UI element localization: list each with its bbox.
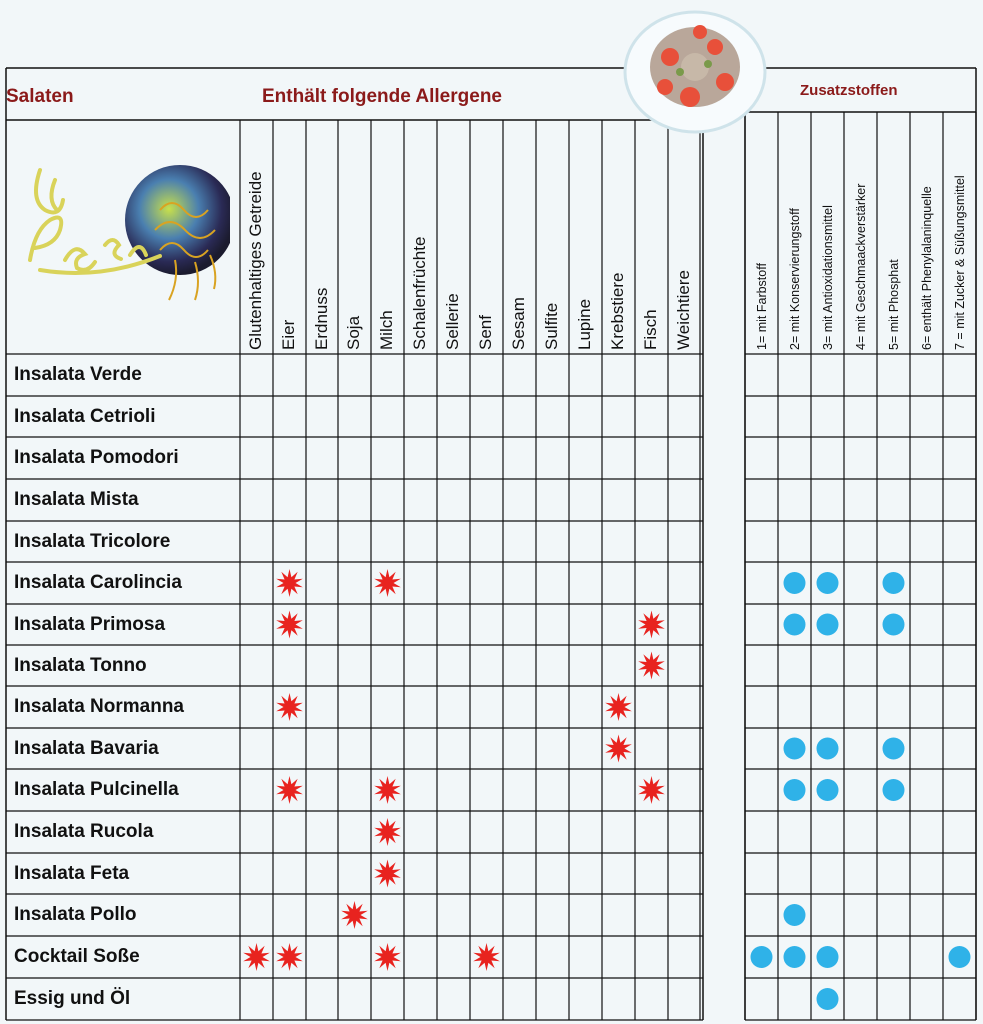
additive-marker-icon (883, 738, 905, 760)
dish-name: Insalata Pomodori (14, 447, 179, 468)
allergen-header-11: Lupine (575, 298, 594, 350)
allergen-header-7: Sellerie (443, 293, 462, 350)
allergen-header-3: Erdnuss (312, 287, 331, 350)
allergen-header-12: Krebstiere (608, 272, 627, 350)
allergen-marker-icon (276, 943, 303, 971)
additive-header-2: 2= mit Konservierungstoff (788, 208, 802, 350)
dish-name: Insalata Feta (14, 862, 130, 884)
allergen-marker-icon (374, 569, 401, 597)
allergen-header-14: Weichtiere (674, 270, 693, 350)
additive-header-6: 6= enthält Phenylalaninquelle (920, 186, 934, 350)
additive-marker-icon (817, 572, 839, 594)
additive-marker-icon (817, 946, 839, 968)
additive-marker-icon (751, 946, 773, 968)
additive-header-4: 4= mit Geschmaackverstärker (854, 183, 868, 350)
dish-name: Insalata Rucola (14, 821, 154, 842)
dish-name: Insalata Primosa (14, 613, 166, 635)
allergen-marker-icon (374, 818, 401, 846)
logo (10, 150, 230, 315)
additive-header-3: 3= mit Antioxidationsmittel (821, 205, 835, 350)
dish-name: Insalata Tonno (14, 654, 147, 676)
allergens-title: Enthält folgende Allergene (262, 86, 502, 107)
dish-name: Insalata Bavaria (14, 737, 159, 759)
dish-name: Insalata Mista (14, 489, 139, 510)
allergen-header-2: Eier (279, 319, 298, 350)
additive-marker-icon (883, 614, 905, 636)
allergen-marker-icon (341, 901, 368, 929)
additive-marker-icon (784, 614, 806, 636)
allergen-marker-icon (605, 693, 632, 721)
allergen-marker-icon (473, 943, 500, 971)
dish-name: Insalata Pollo (14, 904, 137, 925)
dish-name: Insalata Pulcinella (14, 779, 179, 800)
allergen-header-8: Senf (476, 315, 495, 350)
allergen-marker-icon (276, 776, 303, 804)
allergen-header-5: Milch (377, 310, 396, 350)
additive-marker-icon (784, 946, 806, 968)
allergen-marker-icon (276, 611, 303, 639)
allergen-marker-icon (276, 693, 303, 721)
additives-title: Zusatzstoffen (800, 82, 898, 99)
allergen-header-6: Schalenfrüchte (410, 236, 429, 350)
allergen-marker-icon (374, 943, 401, 971)
food-plate-image (620, 2, 770, 142)
additive-marker-icon (784, 904, 806, 926)
allergen-header-1: Glutenhaltiges Getreide (246, 171, 265, 350)
allergen-header-9: Sesam (509, 297, 528, 350)
additive-marker-icon (817, 614, 839, 636)
additive-marker-icon (784, 738, 806, 760)
allergen-marker-icon (276, 569, 303, 597)
additive-marker-icon (784, 779, 806, 801)
allergen-marker-icon (243, 943, 270, 971)
additive-marker-icon (949, 946, 971, 968)
dish-name: Essig und Öl (14, 988, 131, 1009)
allergen-marker-icon (374, 860, 401, 888)
allergen-marker-icon (374, 776, 401, 804)
additive-marker-icon (784, 572, 806, 594)
additive-header-1: 1= mit Farbstoff (755, 263, 769, 350)
additive-marker-icon (883, 779, 905, 801)
dish-name: Insalata Normanna (14, 696, 184, 717)
section-title: Salaten (6, 86, 74, 107)
additive-marker-icon (817, 738, 839, 760)
additive-marker-icon (883, 572, 905, 594)
allergen-marker-icon (638, 776, 665, 804)
allergen-header-10: Sulfite (542, 302, 561, 350)
dish-name: Insalata Cetrioli (14, 405, 156, 427)
pasta-logo-icon (10, 150, 230, 315)
allergen-header-13: Fisch (641, 309, 660, 350)
dish-name: Insalata Verde (14, 364, 142, 385)
additive-header-5: 5= mit Phosphat (887, 259, 901, 350)
salad-plate-icon (620, 2, 770, 142)
additive-marker-icon (817, 988, 839, 1010)
allergen-marker-icon (605, 735, 632, 763)
additive-marker-icon (817, 779, 839, 801)
allergen-marker-icon (638, 652, 665, 680)
dish-name: Cocktail Soße (14, 946, 140, 967)
additive-header-7: 7 = mit Zucker & Süßungsmittel (953, 175, 967, 350)
allergen-marker-icon (638, 611, 665, 639)
allergen-header-4: Soja (344, 315, 363, 350)
dish-name: Insalata Carolincia (14, 572, 182, 593)
dish-name: Insalata Tricolore (14, 530, 171, 552)
